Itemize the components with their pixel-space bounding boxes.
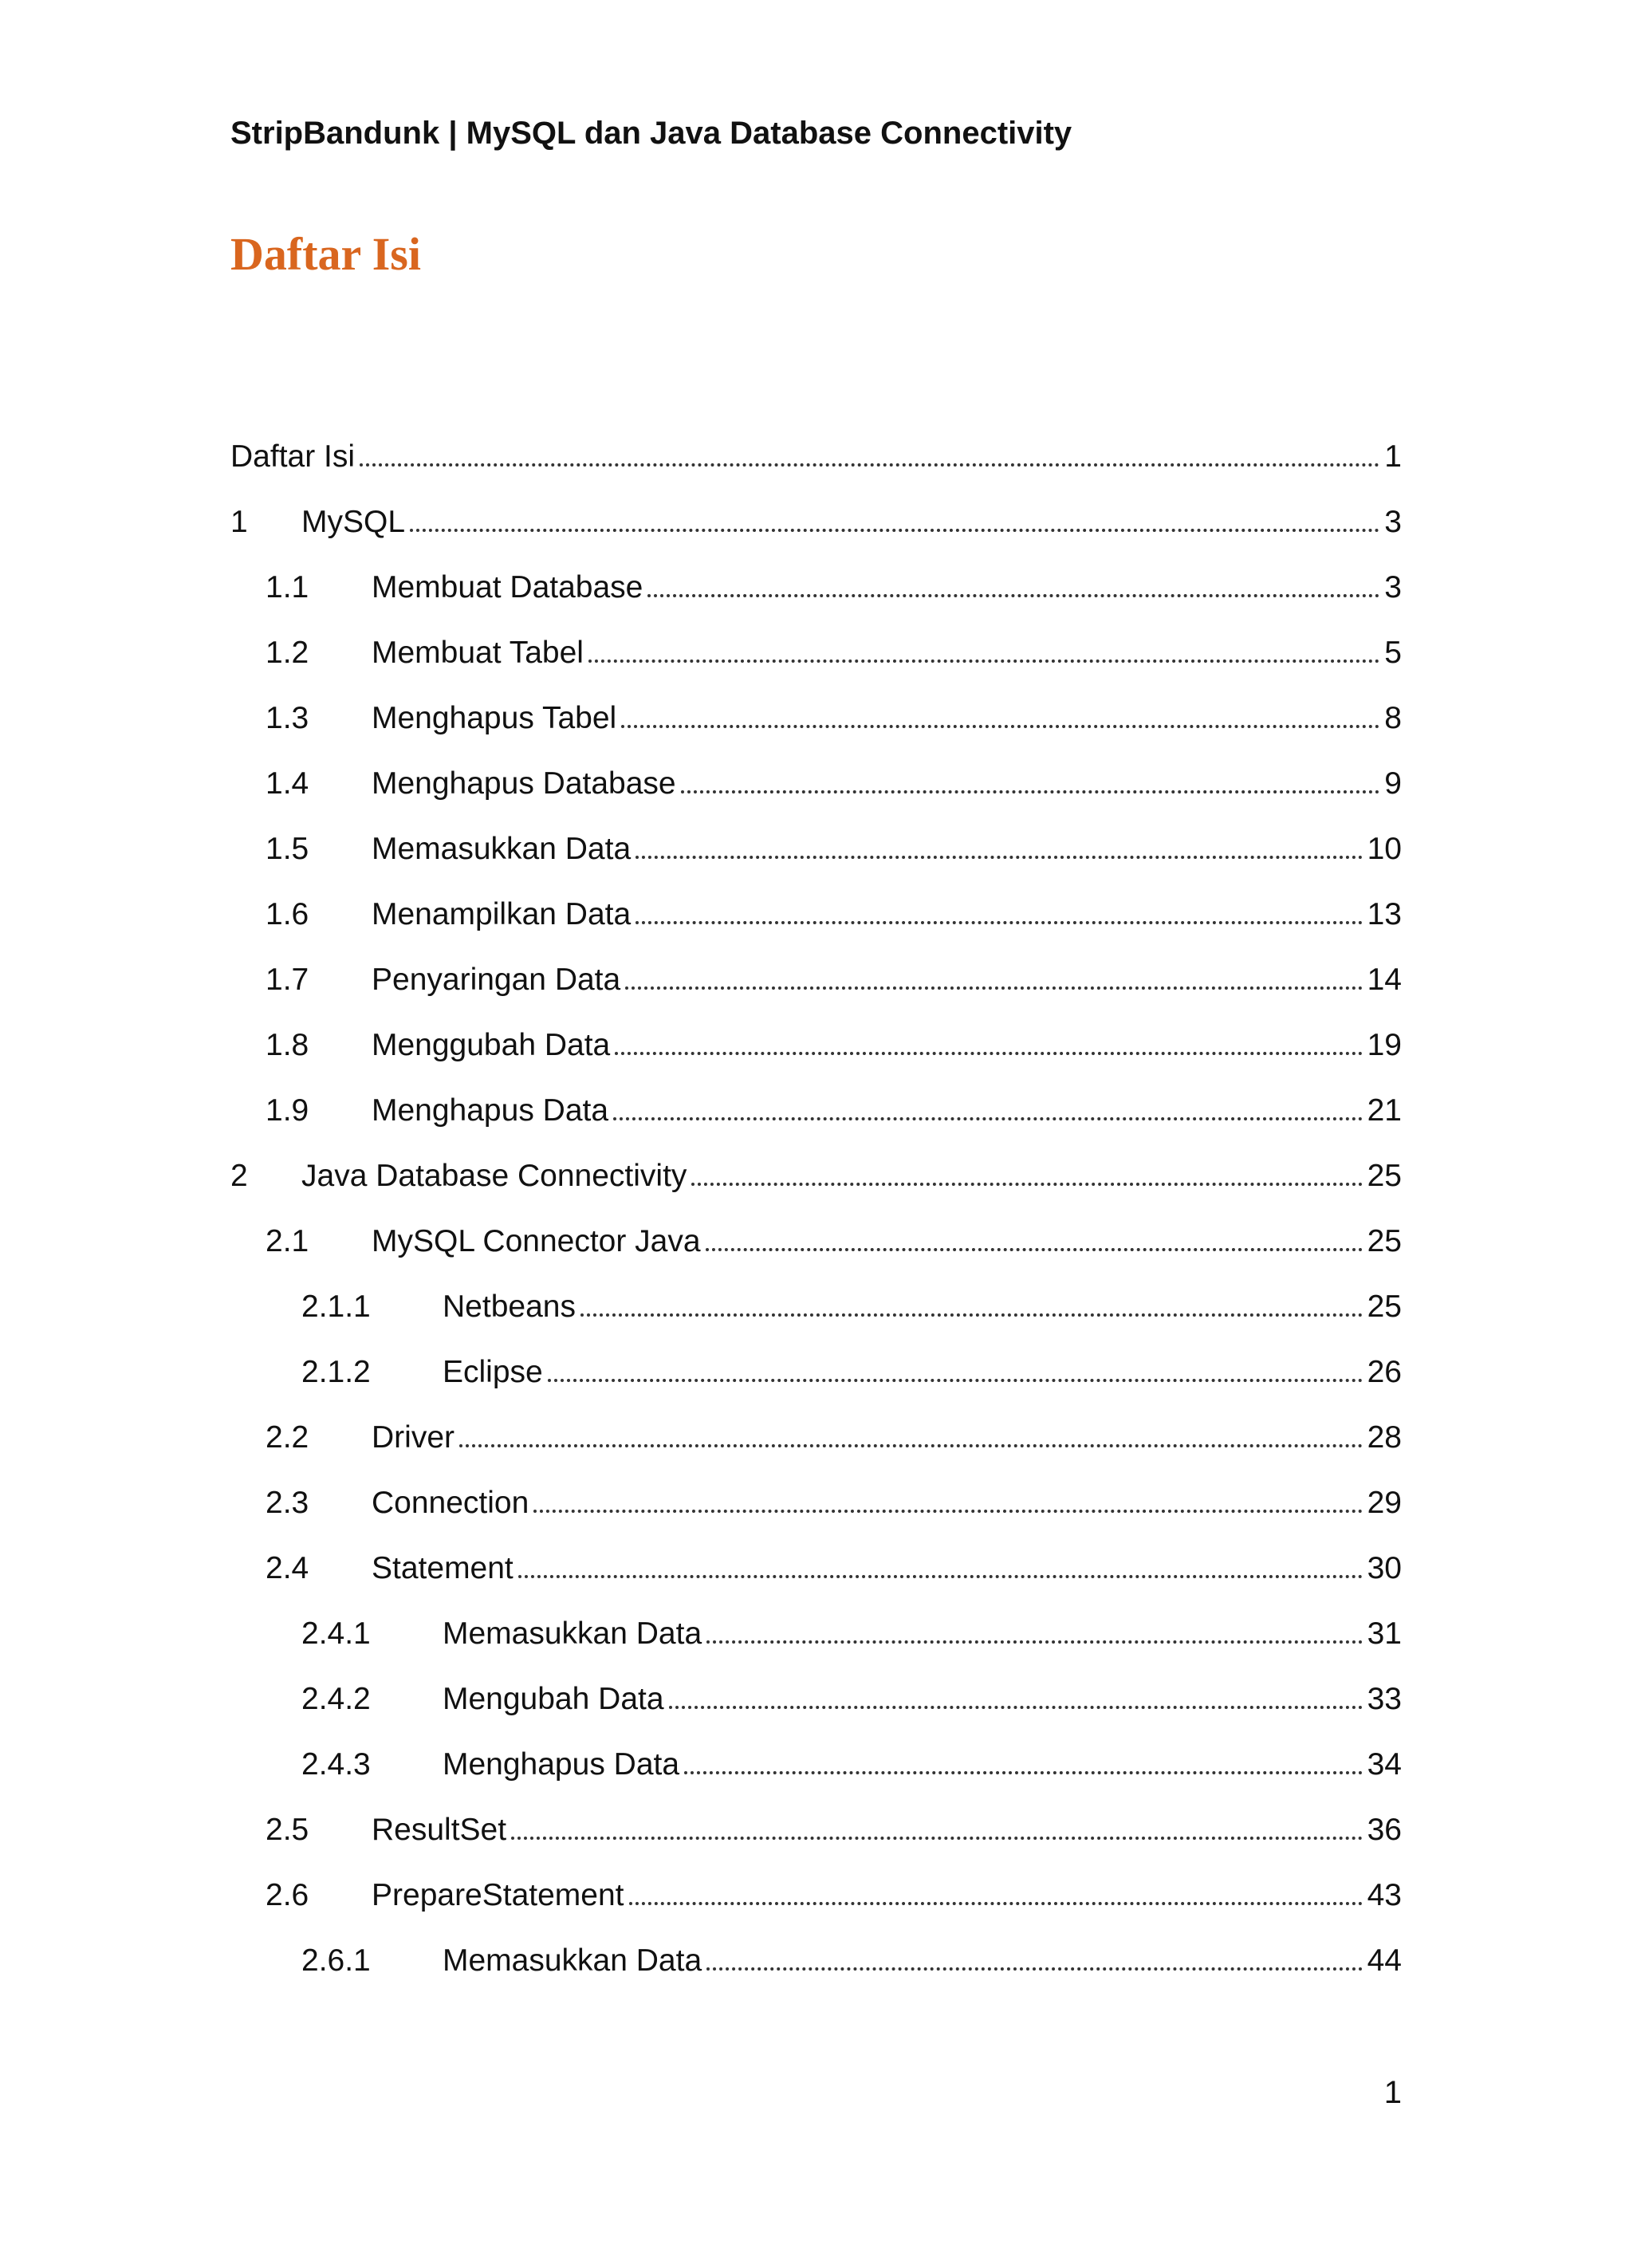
toc-entry-page: 3 xyxy=(1384,570,1402,604)
toc-entry-page: 25 xyxy=(1367,1159,1402,1193)
toc-entry-label: Penyaringan Data xyxy=(372,963,625,998)
toc-entry-page: 8 xyxy=(1384,701,1402,735)
toc-entry-page: 1 xyxy=(1384,439,1402,474)
toc-entry-number: 2.4.3 xyxy=(301,1747,371,1782)
toc-entry-label: Membuat Database xyxy=(372,570,647,605)
toc-dot-leader xyxy=(635,855,1362,859)
toc-entry[interactable] xyxy=(230,947,1402,1013)
running-header: StripBandunk | MySQL dan Java Database Connectivity xyxy=(230,116,1072,151)
toc-entry-number: 1.5 xyxy=(266,832,309,866)
toc-dot-leader xyxy=(360,463,1379,467)
toc-entry-page: 3 xyxy=(1384,505,1402,539)
toc-entry-number: 2.1 xyxy=(266,1224,309,1258)
toc-entry-label: Memasukkan Data xyxy=(372,832,635,867)
toc-entry[interactable] xyxy=(230,1863,1402,1928)
page-title: Daftar Isi xyxy=(230,228,421,280)
page-number: 1 xyxy=(1383,2075,1402,2110)
toc-entry-label: Mengubah Data xyxy=(443,1682,669,1717)
toc-entry[interactable] xyxy=(230,686,1402,751)
toc-entry-page: 26 xyxy=(1367,1355,1402,1389)
toc-entry-label: Memasukkan Data xyxy=(443,1943,706,1979)
toc-entry[interactable] xyxy=(230,1732,1402,1797)
toc-entry-number: 1.8 xyxy=(266,1028,309,1062)
toc-entry-number: 1.1 xyxy=(266,570,309,604)
toc-entry[interactable] xyxy=(230,751,1402,817)
toc-entry-label: Menghapus Data xyxy=(443,1747,684,1782)
toc-entry-number: 2.4 xyxy=(266,1551,309,1585)
toc-entry-page: 10 xyxy=(1367,832,1402,866)
toc-dot-leader xyxy=(681,789,1380,793)
toc-entry[interactable] xyxy=(230,555,1402,620)
toc-entry-page: 5 xyxy=(1384,636,1402,670)
toc-entry-number: 1.2 xyxy=(266,636,309,670)
toc-entry-page: 29 xyxy=(1367,1486,1402,1520)
toc-dot-leader xyxy=(669,1705,1363,1709)
toc-entry-number: 2 xyxy=(230,1159,248,1193)
toc-entry-page: 28 xyxy=(1367,1420,1402,1455)
toc-dot-leader xyxy=(548,1378,1363,1382)
toc-entry-label: Menampilkan Data xyxy=(372,897,635,932)
toc-dot-leader xyxy=(629,1901,1363,1905)
toc-entry[interactable] xyxy=(230,1405,1402,1471)
toc-entry-number: 2.3 xyxy=(266,1486,309,1520)
toc-dot-leader xyxy=(459,1443,1363,1447)
toc-entry-number: 2.6 xyxy=(266,1878,309,1912)
toc-entry-label: Java Database Connectivity xyxy=(301,1159,691,1194)
toc-entry-label: MySQL Connector Java xyxy=(372,1224,706,1259)
toc-dot-leader xyxy=(647,593,1379,597)
toc-entry-label: Menghapus Database xyxy=(372,766,681,801)
toc-entry-label: Eclipse xyxy=(443,1355,548,1390)
toc-entry-page: 31 xyxy=(1367,1616,1402,1651)
toc-dot-leader xyxy=(635,920,1362,924)
toc-entry-page: 25 xyxy=(1367,1290,1402,1324)
toc-entry-number: 1 xyxy=(230,505,248,539)
toc-entry[interactable] xyxy=(230,1601,1402,1667)
toc-entry-page: 9 xyxy=(1384,766,1402,801)
toc-entry-number: 2.4.1 xyxy=(301,1616,371,1651)
toc-entry-page: 13 xyxy=(1367,897,1402,931)
toc-entry-number: 1.7 xyxy=(266,963,309,997)
toc-entry-label: Membuat Tabel xyxy=(372,636,588,671)
toc-entry[interactable] xyxy=(230,1667,1402,1732)
toc-entry[interactable] xyxy=(230,1274,1402,1340)
toc-entry-label: Connection xyxy=(372,1486,533,1521)
toc-entry[interactable] xyxy=(230,1928,1402,1994)
toc-dot-leader xyxy=(706,1640,1362,1644)
toc-entry[interactable] xyxy=(230,424,1402,490)
toc-entry-number: 1.9 xyxy=(266,1093,309,1128)
toc-dot-leader xyxy=(691,1182,1362,1186)
toc-entry-label: PrepareStatement xyxy=(372,1878,629,1913)
toc-entry-page: 25 xyxy=(1367,1224,1402,1258)
toc-entry-number: 2.1.1 xyxy=(301,1290,371,1324)
toc-entry-label: Netbeans xyxy=(443,1290,580,1325)
toc-entry[interactable] xyxy=(230,620,1402,686)
toc-entry-number: 2.6.1 xyxy=(301,1943,371,1978)
toc-entry[interactable] xyxy=(230,1144,1402,1209)
toc-entry-number: 2.2 xyxy=(266,1420,309,1455)
toc-entry-page: 21 xyxy=(1367,1093,1402,1128)
toc-dot-leader xyxy=(613,1116,1363,1120)
toc-dot-leader xyxy=(533,1509,1362,1513)
toc-entry[interactable] xyxy=(230,490,1402,555)
table-of-contents xyxy=(230,424,1402,1994)
toc-entry-page: 33 xyxy=(1367,1682,1402,1716)
toc-entry-page: 44 xyxy=(1367,1943,1402,1978)
toc-entry[interactable] xyxy=(230,1340,1402,1405)
toc-entry[interactable] xyxy=(230,1536,1402,1601)
toc-entry-label: Menghapus Data xyxy=(372,1093,613,1128)
toc-entry-number: 1.6 xyxy=(266,897,309,931)
toc-dot-leader xyxy=(518,1574,1363,1578)
toc-entry-page: 14 xyxy=(1367,963,1402,997)
toc-entry-page: 34 xyxy=(1367,1747,1402,1782)
toc-entry-page: 43 xyxy=(1367,1878,1402,1912)
toc-dot-leader xyxy=(621,724,1379,728)
toc-entry-label: Menghapus Tabel xyxy=(372,701,621,736)
toc-entry[interactable] xyxy=(230,1013,1402,1078)
toc-dot-leader xyxy=(706,1247,1363,1251)
toc-entry-page: 36 xyxy=(1367,1813,1402,1847)
toc-entry-number: 1.3 xyxy=(266,701,309,735)
toc-entry-number: 2.5 xyxy=(266,1813,309,1847)
toc-entry-page: 19 xyxy=(1367,1028,1402,1062)
toc-entry[interactable] xyxy=(230,1797,1402,1863)
toc-entry-label: Driver xyxy=(372,1420,459,1455)
toc-entry-label: Memasukkan Data xyxy=(443,1616,706,1652)
toc-entry-label: Daftar Isi xyxy=(230,439,360,474)
toc-entry-number: 2.1.2 xyxy=(301,1355,371,1389)
toc-entry-label: ResultSet xyxy=(372,1813,511,1848)
toc-entry-number: 2.4.2 xyxy=(301,1682,371,1716)
toc-entry-number: 1.4 xyxy=(266,766,309,801)
toc-entry[interactable] xyxy=(230,817,1402,882)
toc-entry[interactable] xyxy=(230,1078,1402,1144)
toc-dot-leader xyxy=(706,1967,1362,1971)
toc-entry-label: Statement xyxy=(372,1551,518,1586)
toc-dot-leader xyxy=(410,528,1379,532)
toc-dot-leader xyxy=(580,1313,1363,1317)
toc-entry[interactable] xyxy=(230,882,1402,947)
toc-dot-leader xyxy=(684,1770,1363,1774)
toc-entry-label: Menggubah Data xyxy=(372,1028,615,1063)
toc-dot-leader xyxy=(511,1836,1363,1840)
toc-dot-leader xyxy=(625,986,1362,990)
toc-dot-leader xyxy=(615,1051,1362,1055)
toc-dot-leader xyxy=(588,659,1379,663)
toc-entry[interactable] xyxy=(230,1471,1402,1536)
toc-entry-page: 30 xyxy=(1367,1551,1402,1585)
toc-entry-label: MySQL xyxy=(301,505,410,540)
toc-entry[interactable] xyxy=(230,1209,1402,1274)
